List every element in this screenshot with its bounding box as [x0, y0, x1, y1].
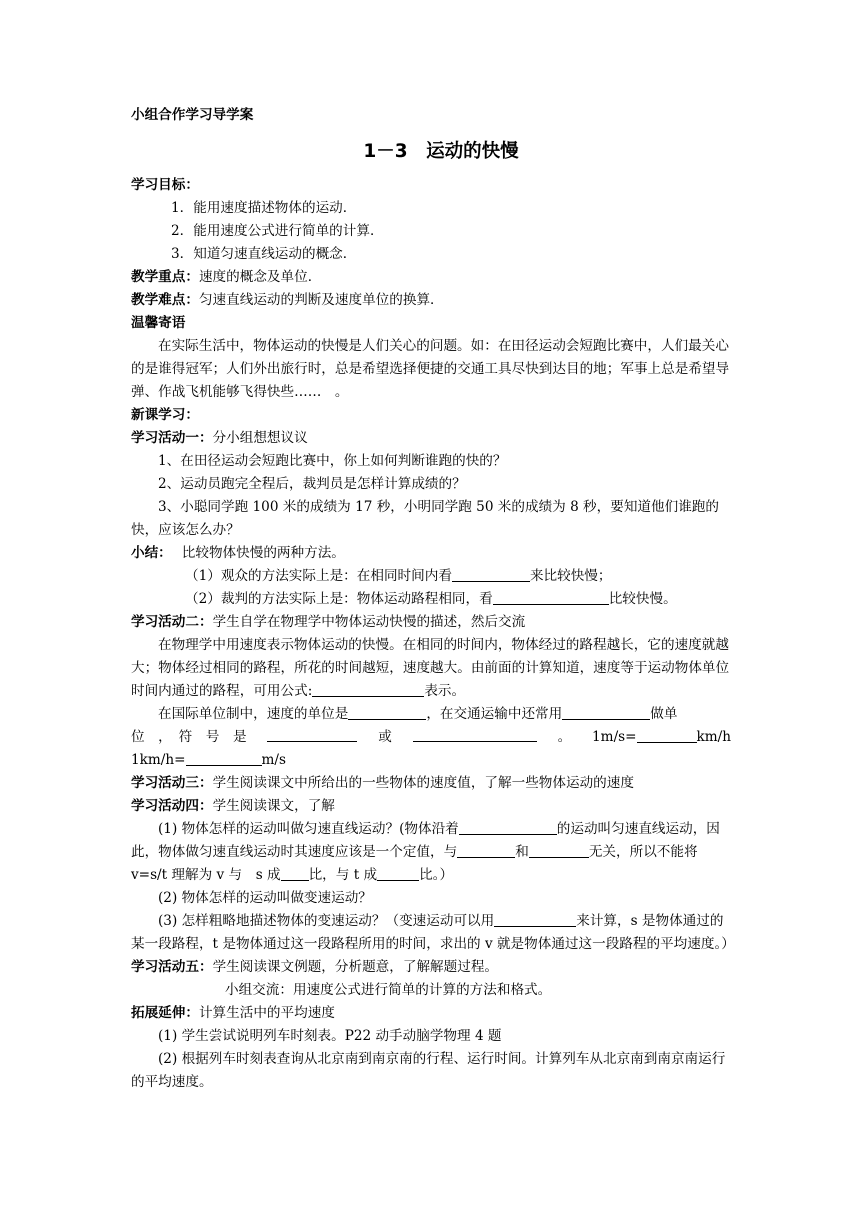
- activity-four-text: 学生阅读课文，了解: [212, 798, 335, 814]
- activity-one-question: 3、小聪同学跑 100 米的成绩为 17 秒，小明同学跑 50 米的成绩为 8 秒，要知道他们谁跑的快，应该怎么办？: [131, 499, 719, 538]
- blank-field[interactable]: [267, 726, 357, 742]
- activity-one: [131, 427, 731, 450]
- activity-five-text: 学生阅读课文例题，分析题意，了解解题过程。: [212, 959, 499, 975]
- summary-label: 小结：: [131, 545, 172, 561]
- blank-field[interactable]: [281, 865, 309, 881]
- activity-three-text: 学生阅读课文中所给出的一些物体的速度值，了解一些物体运动的速度: [212, 775, 634, 791]
- warm-heading: 温馨寄语: [131, 315, 186, 331]
- blank-field[interactable]: [637, 727, 697, 743]
- document-title: 1－3 运动的快慢: [363, 141, 519, 162]
- activity-four: [131, 795, 731, 818]
- extension-label: 拓展延伸：: [131, 1005, 199, 1021]
- key-point-text: 速度的概念及单位．: [198, 269, 322, 285]
- objective-item: 1．能用速度描述物体的运动．: [171, 200, 357, 216]
- activity-four-question-one: (1) 物体怎样的运动叫做匀速直线运动？(物体沿着 的运动叫匀速直线运动，因此，物体做匀速直线运动时其速度应该是一个定值，与 和 无关，所以不能将 v=s/t 理解为 v 与 s 成 比，与 t 成 比。）: [131, 821, 720, 883]
- blank-field[interactable]: [452, 566, 530, 582]
- activity-four-question-two: (2) 物体怎样的运动叫做变速运动？: [158, 890, 372, 906]
- activity-two-units-line: 在国际单位制中，速度的单位是 ，在交通运输中还常用 做单: [158, 706, 678, 722]
- activity-two-text: 学生自学在物理学中物体运动快慢的描述，然后交流: [212, 614, 526, 630]
- difficulty-label: 教学难点：: [131, 292, 199, 308]
- activity-one-text: 分小组想想议议: [212, 430, 308, 446]
- activity-four-label: 学习活动四：: [131, 798, 213, 814]
- blank-field[interactable]: [457, 842, 515, 858]
- activity-one-question: 1、在田径运动会短跑比赛中，你上如何判断谁跑的快的？: [158, 453, 507, 469]
- activity-five-group: 小组交流：用速度公式进行简单的计算的方法和格式。: [225, 982, 552, 998]
- blank-field[interactable]: [312, 681, 424, 697]
- header-label: 小组合作学习导学案: [131, 107, 254, 123]
- blank-field[interactable]: [494, 911, 576, 927]
- blank-field[interactable]: [377, 865, 419, 881]
- key-point: [131, 266, 731, 289]
- blank-field[interactable]: [529, 842, 589, 858]
- difficulty: [131, 289, 731, 312]
- activity-one-question: 2、运动员跑完全程后，裁判员是怎样计算成绩的？: [158, 476, 466, 492]
- activity-two-conversion-line: 1km/h= m/s: [131, 752, 286, 768]
- blank-field[interactable]: [348, 704, 426, 720]
- extension: [131, 1002, 731, 1025]
- activity-three-label: 学习活动三：: [131, 775, 213, 791]
- warm-paragraph: 在实际生活中，物体运动的快慢是人们关心的问题。如：在田径运动会短跑比赛中，人们最关心的是谁得冠军；人们外出旅行时，总是希望选择便捷的交通工具尽快到达目的地；军事上总是希望导弹、作战飞机能够飞得快些…… 。: [131, 338, 730, 400]
- blank-field[interactable]: [186, 750, 262, 766]
- key-point-label: 教学重点：: [131, 269, 199, 285]
- summary-method-one: （1）观众的方法实际上是：在相同时间内看 来比较快慢；: [185, 568, 612, 584]
- activity-three: [131, 772, 731, 795]
- blank-field[interactable]: [459, 819, 557, 835]
- blank-field[interactable]: [413, 726, 537, 742]
- new-lesson-heading: 新课学习：: [131, 407, 199, 423]
- activity-one-label: 学习活动一：: [131, 430, 213, 446]
- extension-item: (1) 学生尝试说明列车时刻表。P22 动手动脑学物理 4 题: [158, 1028, 502, 1044]
- objective-item: 2．能用速度公式进行简单的计算．: [171, 223, 384, 239]
- summary-text: 比较物体快慢的两种方法。: [181, 545, 345, 561]
- extension-text: 计算生活中的平均速度: [198, 1005, 335, 1021]
- activity-two-symbol-line: 位 ， 符 号 是 或 。 1m/s= km/h: [131, 726, 731, 749]
- summary: [131, 542, 731, 565]
- objective-item: 3．知道匀速直线运动的概念．: [171, 246, 357, 262]
- extension-item: (2) 根据列车时刻表查询从北京南到南京南的行程、运行时间。计算列车从北京南到南京南运行的平均速度。: [131, 1051, 726, 1090]
- difficulty-text: 匀速直线运动的判断及速度单位的换算．: [198, 292, 444, 308]
- activity-two-paragraph: 在物理学中用速度表示物体运动的快慢。在相同的时间内，物体经过的路程越长，它的速度就越大；物体经过相同的路程，所花的时间越短，速度越大。由前面的计算知道，速度等于运动物体单位时间内通过的路程，可用公式: 表示。: [131, 637, 730, 699]
- activity-two: [131, 611, 731, 634]
- activity-five: [131, 956, 731, 979]
- activity-two-label: 学习活动二：: [131, 614, 213, 630]
- document-page: [131, 104, 735, 1094]
- activity-four-question-three: (3) 怎样粗略地描述物体的变速运动？（变速运动可以用 来计算，s 是物体通过的某一段路程，t 是物体通过这一段路程所用的时间，求出的 v 就是物体通过这一段路程的平均速度。）: [131, 913, 735, 952]
- activity-five-label: 学习活动五：: [131, 959, 213, 975]
- blank-field[interactable]: [562, 704, 650, 720]
- blank-field[interactable]: [493, 589, 609, 605]
- objectives-heading: 学习目标：: [131, 177, 199, 193]
- summary-method-two: （2）裁判的方法实际上是：物体运动路程相同，看 比较快慢。: [185, 591, 677, 607]
